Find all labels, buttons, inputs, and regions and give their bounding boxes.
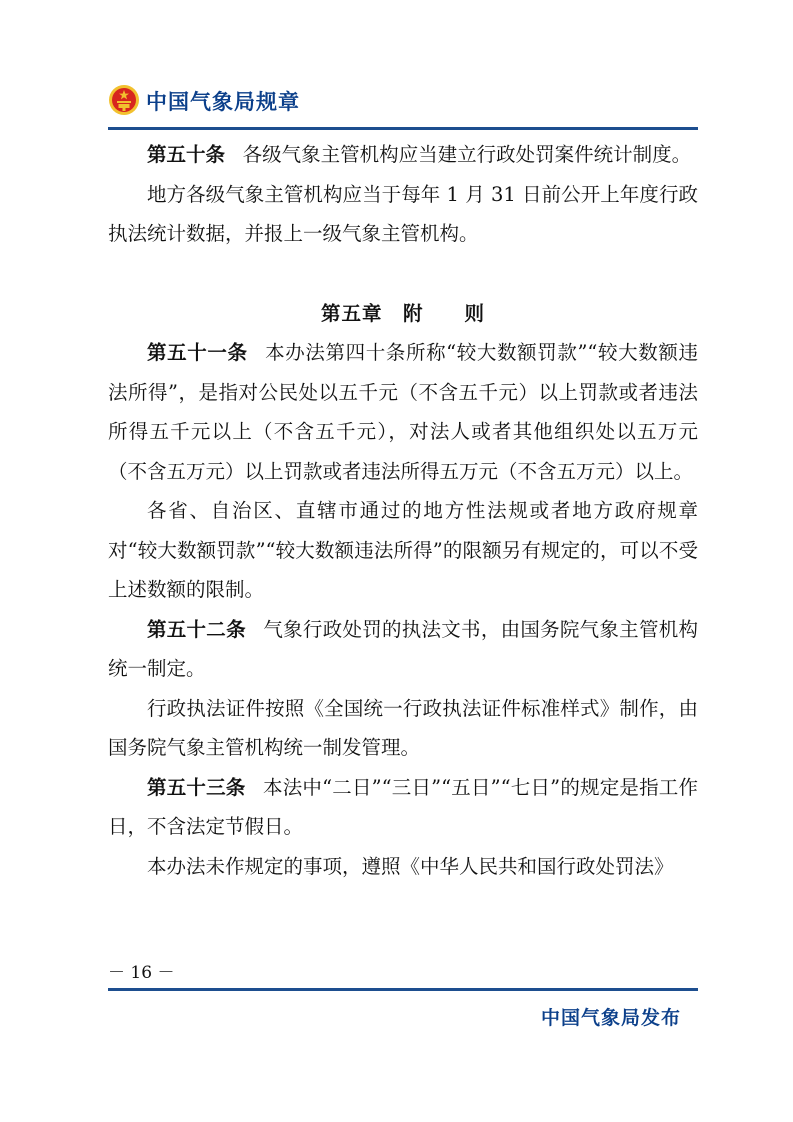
page-number: － 16 － [108, 963, 175, 983]
article-53-paragraph-2: 本办法未作规定的事项，遵照《中华人民共和国行政处罚法》 [147, 854, 674, 878]
article-label: 第五十三条 [147, 775, 246, 799]
article-text: 本办法第四十条所称“较大数额罚款”“较大数额违法所得”，是指对公民处以五千元（不含五千元）以上罚款或者违法所得五千元以上（不含五千元），对法人或者其他组织处以五万元（不含五万元）以上罚款或者违法所得五万元（不含五万元）以上。 [108, 341, 698, 483]
article-51-paragraph-1 [108, 333, 698, 491]
article-50-paragraph-2: 地方各级气象主管机构应当于每年 1 月 31 日前公开上年度行政执法统计数据，并报上一级气象主管机构。 [108, 182, 698, 245]
article-text: 本法中“二日”“三日”“五日”“七日”的规定是指工作日，不含法定节假日。 [108, 775, 698, 838]
article-text: 气象行政处罚的执法文书，由国务院气象主管机构统一制定。 [108, 617, 698, 680]
article-52-paragraph-1 [108, 610, 698, 689]
article-label: 第五十一条 [147, 341, 248, 364]
article-50-paragraph-1 [108, 135, 698, 175]
article-label: 第五十条 [147, 143, 226, 166]
article-52-paragraph-2: 行政执法证件按照《全国统一行政执法证件标准样式》制作，由国务院气象主管机构统一制发管理。 [108, 696, 698, 759]
article-text: 各级气象主管机构应当建立行政处罚案件统计制度。 [242, 143, 692, 166]
document-body [108, 135, 698, 886]
page-header [108, 82, 698, 122]
footer-publisher: 中国气象局发布 [540, 1007, 681, 1029]
article-53-paragraph-1 [108, 768, 698, 847]
national-emblem-icon [108, 84, 140, 116]
article-51-paragraph-2: 各省、自治区、直辖市通过的地方性法规或者地方政府规章对“较大数额罚款”“较大数额违法所得”的限额另有规定的，可以不受上述数额的限制。 [108, 499, 698, 601]
article-label: 第五十二条 [147, 617, 246, 641]
header-divider [108, 127, 698, 130]
header-title: 中国气象局规章 [146, 90, 300, 114]
footer-divider [108, 988, 698, 991]
chapter-heading: 第五章 附 则 [320, 301, 485, 325]
